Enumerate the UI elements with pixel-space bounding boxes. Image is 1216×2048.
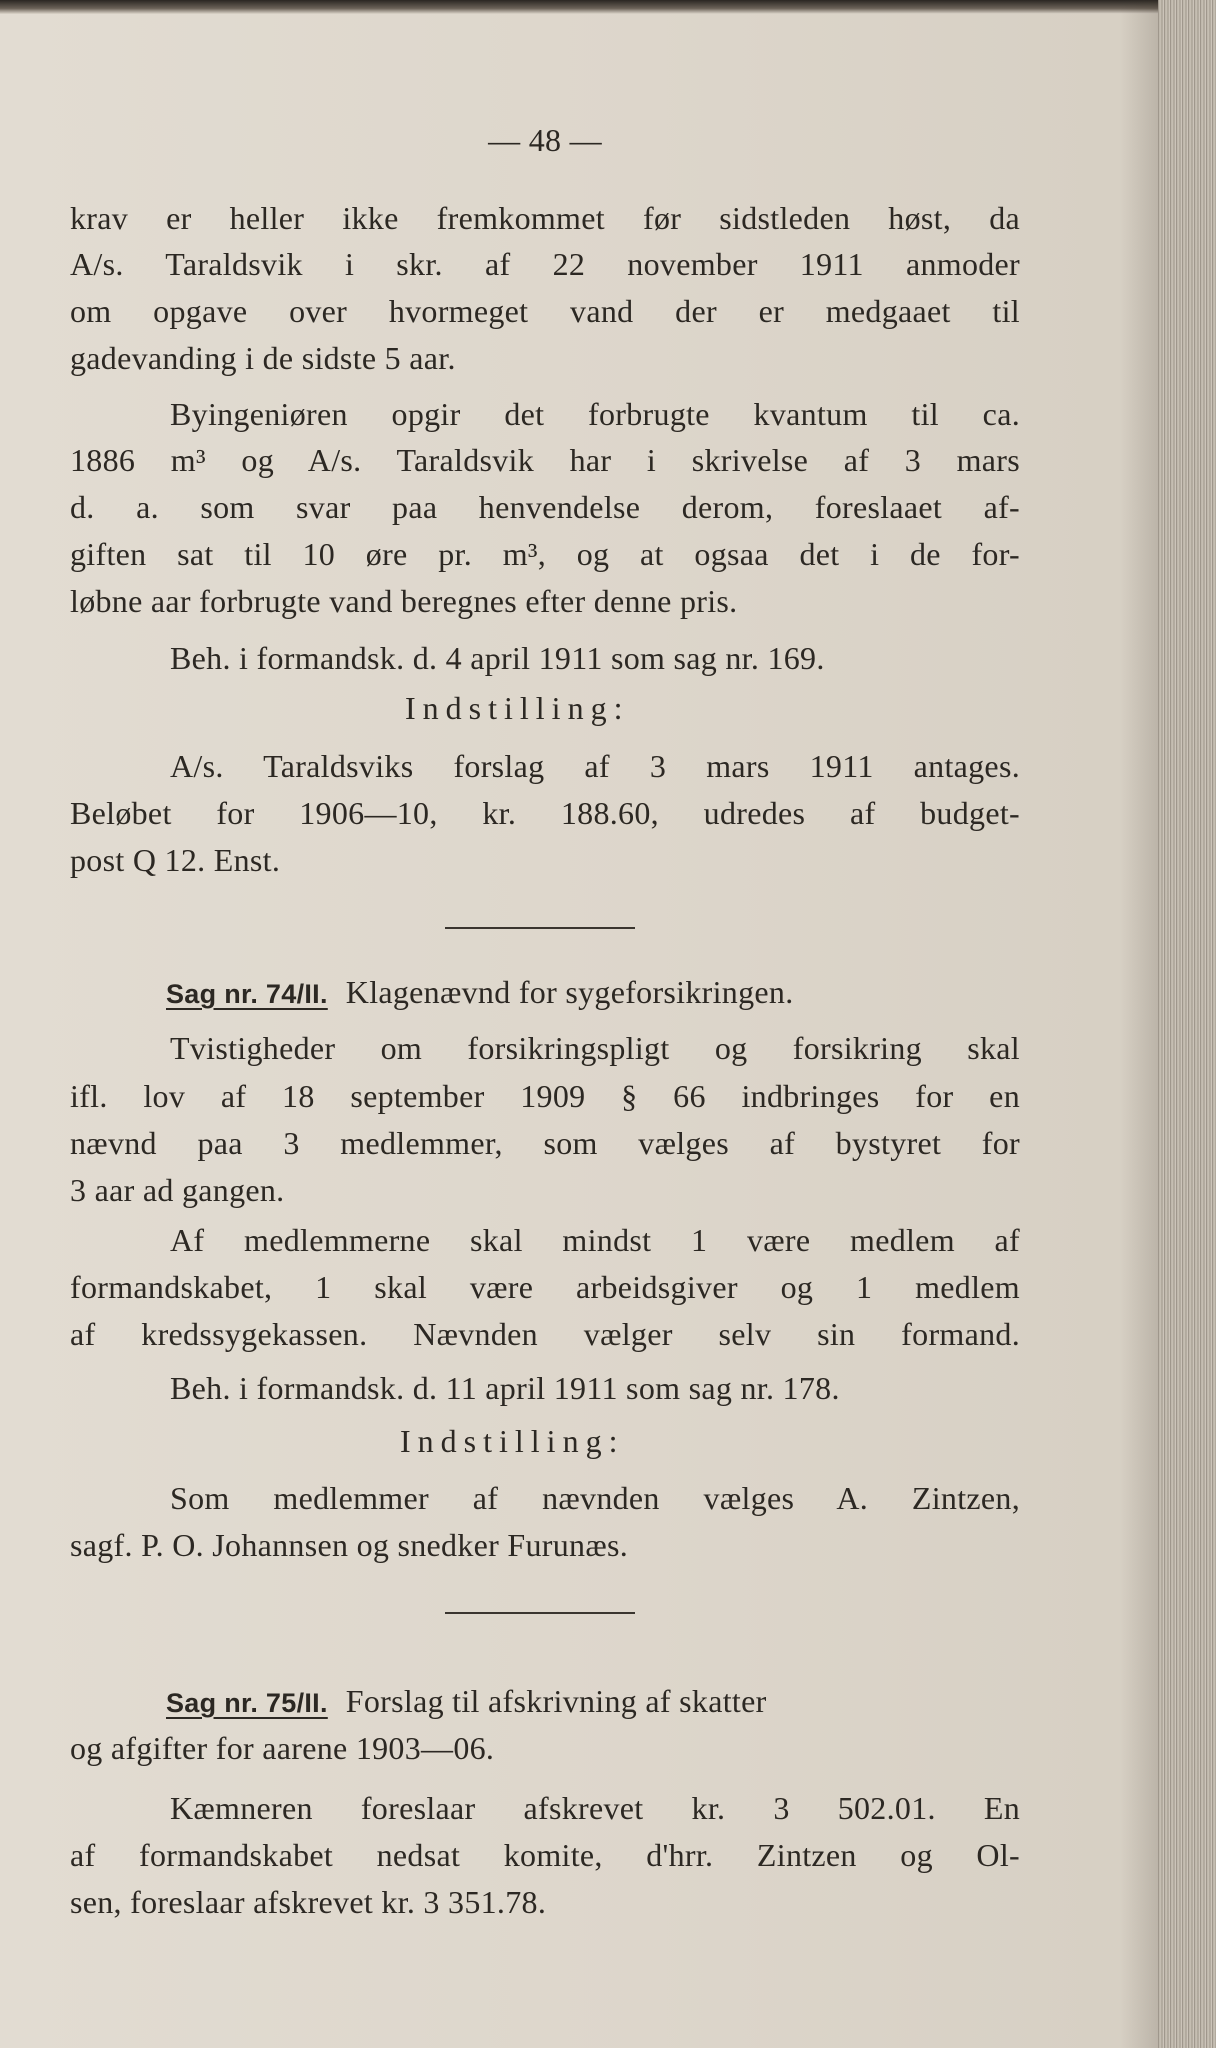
text-line: 1886 m³ og A/s. Taraldsvik har i skrivelse af 3 mars	[70, 442, 1020, 478]
page-top-shadow	[0, 0, 1178, 14]
text-line: 3 aar ad gangen.	[70, 1172, 285, 1208]
text-line: ifl. lov af 18 september 1909 § 66 indbringes for en	[70, 1078, 1020, 1114]
case-title: Forslag til afskrivning af skatter	[345, 1683, 767, 1719]
text-line: Byingeniøren opgir det forbrugte kvantum til ca.	[170, 396, 1020, 432]
case-heading	[166, 1683, 767, 1720]
text-line: Som medlemmer af nævnden vælges A. Zintzen,	[170, 1480, 1020, 1516]
text-line: d. a. som svar paa henvendelse derom, foreslaaet af-	[70, 489, 1020, 525]
text-line: løbne aar forbrugte vand beregnes efter denne pris.	[70, 583, 738, 619]
text-line: Beløbet for 1906—10, kr. 188.60, udredes af budget-	[70, 795, 1020, 831]
text-line: om opgave over hvormeget vand der er medgaaet til	[70, 293, 1020, 329]
page-number: — 48 —	[488, 122, 602, 158]
text-line: af formandskabet nedsat komite, d'hrr. Zintzen og Ol-	[70, 1837, 1020, 1873]
text-line: nævnd paa 3 medlemmer, som vælges af bystyret for	[70, 1125, 1020, 1161]
text-line: af kredssygekassen. Nævnden vælger selv sin formand.	[70, 1316, 1020, 1352]
indstilling-heading: Indstilling:	[405, 690, 630, 726]
text-line: og afgifter for aarene 1903—06.	[70, 1730, 495, 1766]
text-line: gadevanding i de sidste 5 aar.	[70, 340, 456, 376]
text-line: post Q 12. Enst.	[70, 842, 281, 878]
case-number: Sag nr. 75/II.	[166, 1688, 328, 1718]
text-line: sen, foreslaar afskrevet kr. 3 351.78.	[70, 1884, 547, 1920]
section-divider	[445, 927, 635, 929]
text-line: sagf. P. O. Johannsen og snedker Furunæs.	[70, 1527, 629, 1563]
text-line: giften sat til 10 øre pr. m³, og at ogsaa det i de for-	[70, 536, 1020, 572]
book-spine-edge	[1158, 0, 1216, 2048]
text-line: A/s. Taraldsviks forslag af 3 mars 1911 antages.	[170, 748, 1020, 784]
text-line: Af medlemmerne skal mindst 1 være medlem af	[170, 1222, 1020, 1258]
text-line: Beh. i formandsk. d. 4 april 1911 som sag nr. 169.	[170, 640, 825, 676]
case-title: Klagenævnd for sygeforsikringen.	[345, 974, 794, 1010]
text-line: Kæmneren foreslaar afskrevet kr. 3 502.01. En	[170, 1790, 1020, 1826]
section-divider	[445, 1612, 635, 1614]
case-heading	[166, 974, 794, 1011]
text-line: A/s. Taraldsvik i skr. af 22 november 1911 anmoder	[70, 246, 1020, 282]
text-line: Tvistigheder om forsikringspligt og forsikring skal	[170, 1030, 1020, 1066]
text-line: formandskabet, 1 skal være arbeidsgiver og 1 medlem	[70, 1269, 1020, 1305]
text-line: krav er heller ikke fremkommet før sidstleden høst, da	[70, 200, 1020, 236]
text-line: Beh. i formandsk. d. 11 april 1911 som sag nr. 178.	[170, 1370, 840, 1406]
case-number: Sag nr. 74/II.	[166, 979, 328, 1009]
gutter-shadow	[1120, 0, 1160, 2048]
indstilling-heading: Indstilling:	[400, 1423, 625, 1459]
